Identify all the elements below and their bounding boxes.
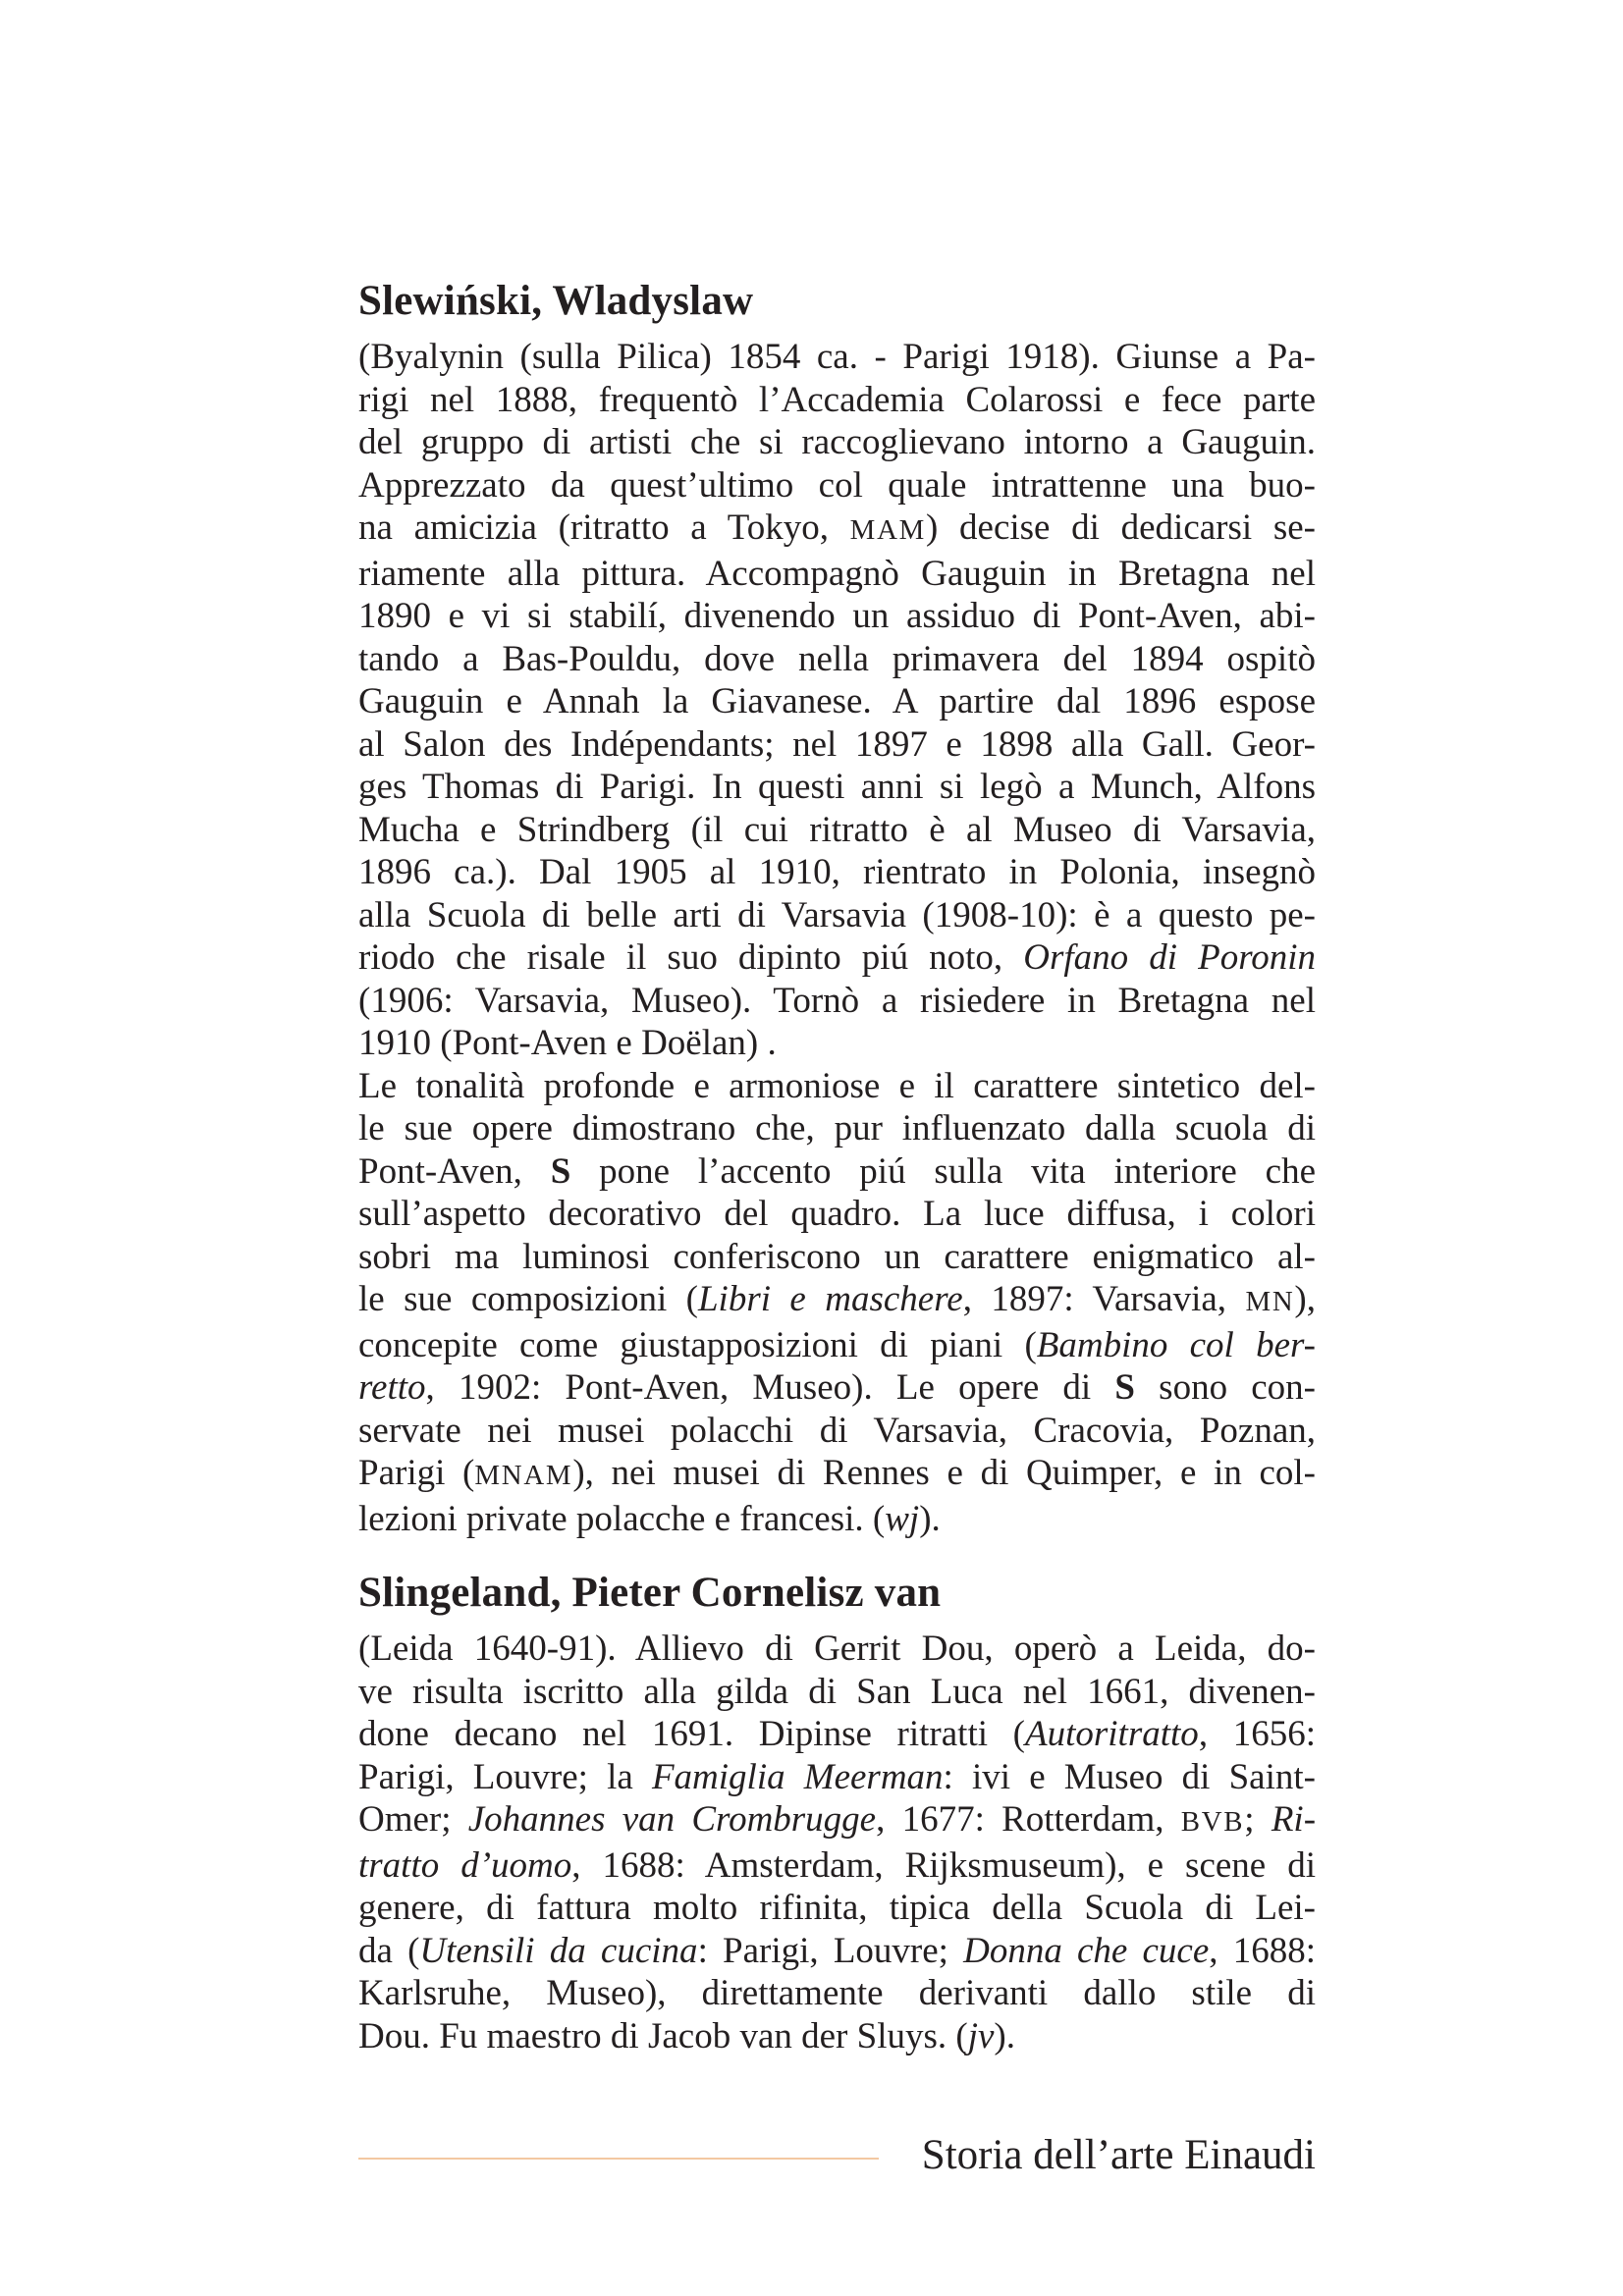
text-line: del gruppo di artisti che si raccoglievano intorno a Gauguin. <box>358 422 1316 462</box>
italic-text: jv <box>967 2015 995 2056</box>
text-line: da (Utensili da cucina: Parigi, Louvre; Donna che cuce, 1688: <box>358 1930 1316 1971</box>
footer-rule <box>358 2158 879 2160</box>
text-line: sull’aspetto decorativo del quadro. La luce diffusa, i colori <box>358 1194 1316 1234</box>
text-line: 1910 (Pont-Aven e Doëlan) . <box>358 1023 777 1063</box>
footer-title: Storia dell’arte Einaudi <box>921 2132 1316 2178</box>
text-line: Parigi (MNAM), nei musei di Rennes e di Quimper, e in col- <box>358 1453 1317 1493</box>
paragraph <box>358 1628 1316 2057</box>
text-line: Pont-Aven, S pone l’accento piú sulla vita interiore che <box>358 1150 1317 1192</box>
italic-text: retto <box>358 1367 426 1408</box>
text-line: rigi nel 1888, frequentò l’Accademia Colarossi e fece parte <box>358 379 1316 420</box>
text-line: retto, 1902: Pont-Aven, Museo). Le opere di S sono con- <box>358 1367 1316 1408</box>
text-line: riodo che risale il suo dipinto piú noto, Orfano di Poronin <box>358 937 1316 978</box>
text-line: Dou. Fu maestro di Jacob van der Sluys. (jv). <box>358 2015 1015 2056</box>
text-line: (Leida 1640-91). Allievo di Gerrit Dou, operò a Leida, do- <box>358 1629 1316 1669</box>
text-line: tando a Bas-Pouldu, dove nella primavera del 1894 ospitò <box>358 638 1316 679</box>
dictionary-entry <box>358 1568 1316 2057</box>
text-line: Gauguin e Annah la Giavanese. A partire dal 1896 espose <box>358 681 1316 721</box>
text-line: na amicizia (ritratto a Tokyo, MAM) decise di dedicarsi se- <box>358 507 1316 548</box>
text-line: alla Scuola di belle arti di Varsavia (1908-10): è a questo pe- <box>358 894 1316 935</box>
entry-body <box>358 336 1316 1540</box>
text-line: al Salon des Indépendants; nel 1897 e 1898 alla Gall. Geor- <box>358 723 1316 765</box>
text-line: (Byalynin (sulla Pilica) 1854 ca. - Parigi 1918). Giunse a Pa- <box>358 337 1316 377</box>
italic-text: Famiglia Meerman <box>651 1756 944 1797</box>
entry-body <box>358 1628 1316 2057</box>
italic-text: Johannes van Crombrugge <box>467 1799 877 1840</box>
text-line: le sue composizioni (Libri e maschere, 1897: Varsavia, MN), <box>358 1279 1316 1319</box>
text-line: Parigi, Louvre; la Famiglia Meerman: ivi e Museo di Saint- <box>358 1756 1316 1797</box>
italic-text: wj <box>885 1498 920 1539</box>
bold-text: S <box>1114 1367 1135 1408</box>
text-line: genere, di fattura molto rifinita, tipica della Scuola di Lei- <box>358 1888 1316 1928</box>
italic-text: tratto d’uomo <box>358 1844 572 1886</box>
dictionary-entry <box>358 276 1316 1540</box>
text-line: 1896 ca.). Dal 1905 al 1910, rientrato in Polonia, insegnò <box>358 852 1316 892</box>
small-caps-text: MAM <box>849 514 927 546</box>
small-caps-text: MN <box>1245 1286 1295 1317</box>
text-line: (1906: Varsavia, Museo). Tornò a risiedere in Bretagna nel <box>358 980 1316 1021</box>
text-line: servate nei musei polacchi di Varsavia, Cracovia, Poznan, <box>358 1410 1316 1451</box>
text-line: done decano nel 1691. Dipinse ritratti (Autoritratto, 1656: <box>358 1714 1317 1754</box>
text-line: ges Thomas di Parigi. In questi anni si legò a Munch, Alfons <box>358 767 1316 807</box>
text-line: Mucha e Strindberg (il cui ritratto è al Museo di Varsavia, <box>358 809 1316 850</box>
paragraph <box>358 336 1316 1065</box>
italic-text: Ri- <box>1271 1799 1317 1840</box>
italic-text: Donna che cuce <box>963 1930 1210 1971</box>
text-line: sobri ma luminosi conferiscono un carattere enigmatico al- <box>358 1236 1316 1277</box>
text-line: riamente alla pittura. Accompagnò Gauguin in Bretagna nel <box>358 553 1316 594</box>
small-caps-text: MNAM <box>474 1460 573 1491</box>
text-line: 1890 e vi si stabilí, divenendo un assiduo di Pont-Aven, abi- <box>358 596 1316 636</box>
bold-text: S <box>550 1150 571 1192</box>
text-line: Karlsruhe, Museo), direttamente derivanti dallo stile di <box>358 1973 1316 2013</box>
text-line: le sue opere dimostrano che, pur influenzato dalla scuola di <box>358 1108 1316 1148</box>
text-line: ve risulta iscritto alla gilda di San Luca nel 1661, divenen- <box>358 1671 1316 1712</box>
entry-heading: Slingeland, Pieter Cornelisz van <box>358 1570 942 1616</box>
text-line: lezioni private polacche e francesi. (wj). <box>358 1498 941 1539</box>
text-line: Omer; Johannes van Crombrugge, 1677: Rotterdam, BVB; Ri- <box>358 1799 1317 1840</box>
italic-text: Autoritratto <box>1025 1714 1199 1754</box>
text-line: Apprezzato da quest’ultimo col quale intrattenne una buo- <box>358 464 1316 506</box>
text-line: tratto d’uomo, 1688: Amsterdam, Rijksmuseum), e scene di <box>358 1844 1316 1886</box>
italic-text: Libri e maschere <box>697 1279 963 1319</box>
italic-text: Orfano di Poronin <box>1023 937 1316 978</box>
small-caps-text: BVB <box>1180 1806 1245 1838</box>
italic-text: Bambino col ber- <box>1036 1324 1316 1365</box>
text-column <box>358 276 1316 2057</box>
text-line: Le tonalità profonde e armoniose e il carattere sintetico del- <box>358 1065 1316 1106</box>
paragraph <box>358 1065 1316 1541</box>
text-line: concepite come giustapposizioni di piani (Bambino col ber- <box>358 1324 1316 1365</box>
italic-text: Utensili da cucina <box>419 1930 698 1971</box>
entry-heading: Slewiński, Wladyslaw <box>358 278 754 324</box>
